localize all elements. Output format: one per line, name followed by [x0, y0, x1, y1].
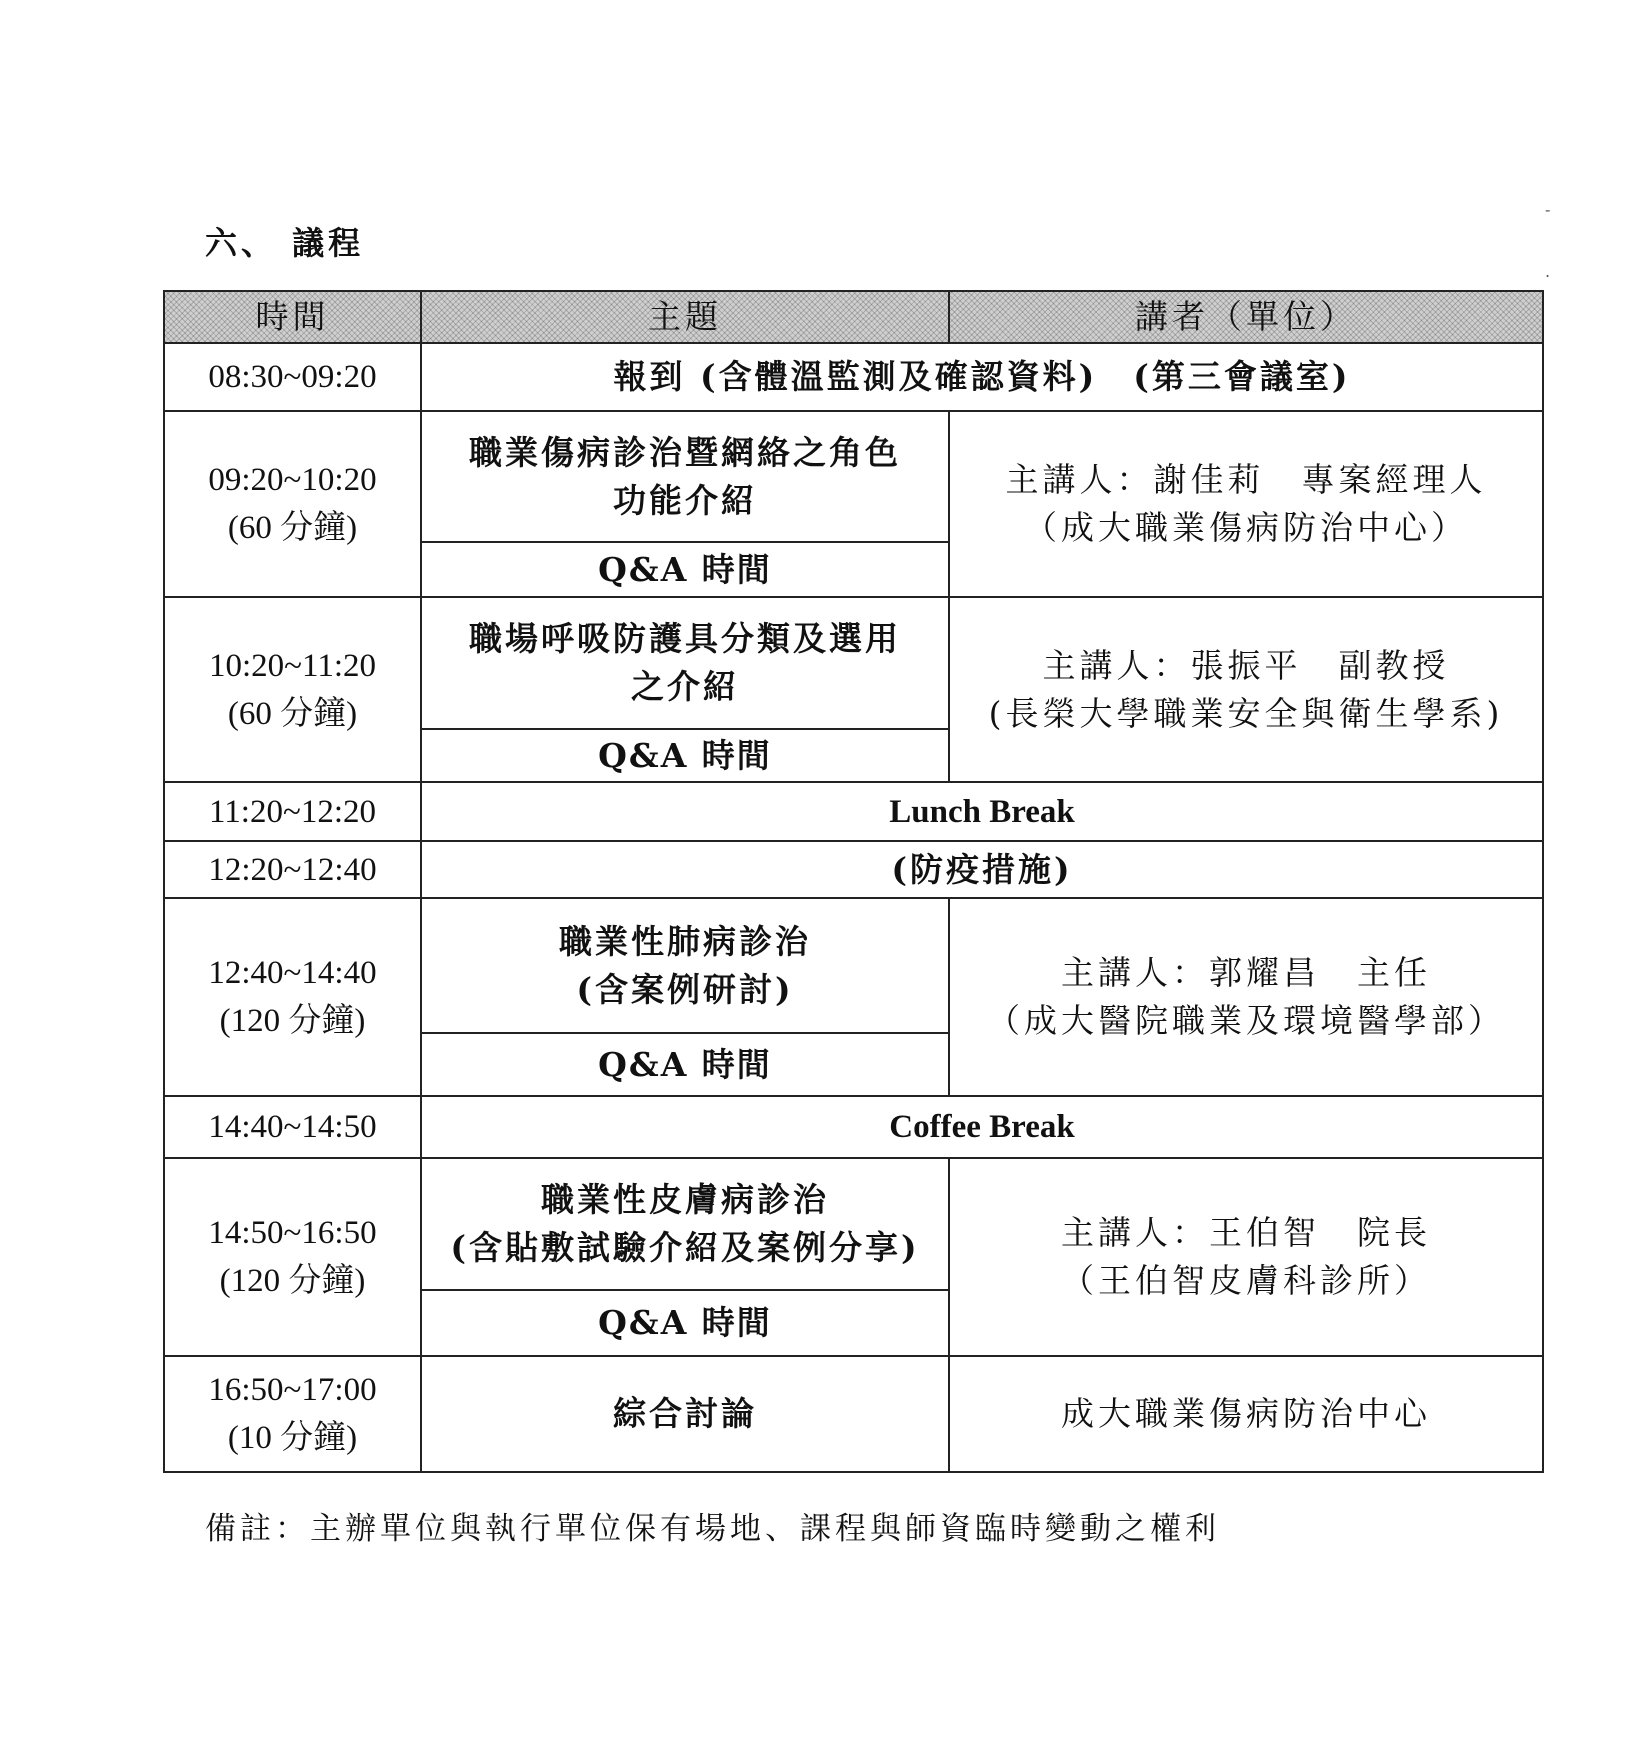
table-row [164, 782, 1543, 841]
scan-mark: - [1545, 200, 1551, 219]
topic-cell: 綜合討論 [421, 1356, 949, 1472]
speaker-line-2: （成大醫院職業及環境醫學部） [987, 1001, 1505, 1040]
topic-line-2: 功能介紹 [613, 480, 757, 520]
agenda-table [163, 290, 1544, 1473]
header-speaker: 講者（單位） [949, 291, 1543, 343]
time-cell [164, 1356, 421, 1472]
speaker-cell: 成大職業傷病防治中心 [949, 1356, 1543, 1472]
speaker-line-2: (長榮大學職業安全與衛生學系) [988, 693, 1504, 733]
time-cell: 11:20~12:20 [164, 782, 421, 841]
span-cell: 報到 (含體溫監測及確認資料) (第三會議室) [421, 343, 1543, 411]
time-range: 16:50~17:00 [208, 1372, 377, 1408]
speaker-line-2: （王伯智皮膚科診所） [1061, 1261, 1431, 1300]
table-row [164, 411, 1543, 542]
duration: (60 分鐘) [227, 695, 358, 732]
time-cell: 08:30~09:20 [164, 343, 421, 411]
speaker-line-1: 主講人：張振平 副教授 [1042, 645, 1450, 685]
table-row [164, 597, 1543, 729]
table-row [164, 1096, 1543, 1158]
time-cell [164, 411, 421, 597]
footnote: 備註：主辦單位與執行單位保有場地、課程與師資臨時變動之權利 [205, 1511, 1220, 1547]
span-cell: Coffee Break [421, 1096, 1543, 1158]
time-cell [164, 1158, 421, 1356]
time-range: 10:20~11:20 [209, 647, 376, 684]
qa-cell: Q&A 時間 [421, 542, 949, 597]
time-range: 12:40~14:40 [208, 955, 377, 991]
topic-line-1: 職場呼吸防護具分類及選用 [469, 619, 901, 658]
topic-line-2: (含案例研討) [576, 969, 794, 1009]
time-cell [164, 597, 421, 782]
header-topic: 主題 [421, 291, 949, 343]
speaker-cell [949, 1158, 1543, 1356]
speaker-line-1: 主講人：郭耀昌 主任 [1061, 953, 1431, 992]
time-cell [164, 898, 421, 1096]
table-row [164, 1158, 1543, 1290]
span-cell: (防疫措施) [421, 841, 1543, 898]
topic-line-2: (含貼敷試驗介紹及案例分享) [450, 1228, 920, 1267]
qa-cell: Q&A 時間 [421, 1290, 949, 1356]
table-row [164, 1356, 1543, 1472]
topic-cell [421, 1158, 949, 1290]
duration: (120 分鐘) [219, 1003, 366, 1039]
qa-cell: Q&A 時間 [421, 1033, 949, 1096]
span-cell: Lunch Break [421, 782, 1543, 841]
time-cell: 12:20~12:40 [164, 841, 421, 898]
table-row [164, 841, 1543, 898]
topic-line-2: 之介紹 [631, 667, 739, 706]
speaker-line-1: 主講人：謝佳莉 專案經理人 [1005, 460, 1487, 499]
table-header-row [164, 291, 1543, 343]
topic-line-1: 職業傷病診治暨網絡之角色 [469, 432, 901, 472]
topic-line-1: 職業性肺病診治 [559, 921, 811, 961]
time-range: 09:20~10:20 [208, 462, 377, 498]
speaker-line-1: 主講人：王伯智 院長 [1061, 1213, 1431, 1252]
table-row [164, 898, 1543, 1033]
topic-line-1: 職業性皮膚病診治 [541, 1180, 829, 1219]
section-title: 六、 議程 [205, 224, 365, 262]
topic-cell [421, 411, 949, 542]
qa-cell: Q&A 時間 [421, 729, 949, 782]
duration: (60 分鐘) [227, 510, 358, 546]
table-row [164, 343, 1543, 411]
speaker-cell [949, 898, 1543, 1096]
speaker-cell [949, 411, 1543, 597]
duration: (10 分鐘) [227, 1420, 358, 1456]
header-time: 時間 [164, 291, 421, 343]
time-range: 14:50~16:50 [208, 1215, 377, 1251]
time-cell: 14:40~14:50 [164, 1096, 421, 1158]
scan-mark: . [1545, 262, 1551, 281]
duration: (120 分鐘) [219, 1263, 366, 1299]
topic-cell [421, 597, 949, 729]
speaker-cell [949, 597, 1543, 782]
speaker-line-2: （成大職業傷病防治中心） [1024, 508, 1468, 547]
topic-cell [421, 898, 949, 1033]
